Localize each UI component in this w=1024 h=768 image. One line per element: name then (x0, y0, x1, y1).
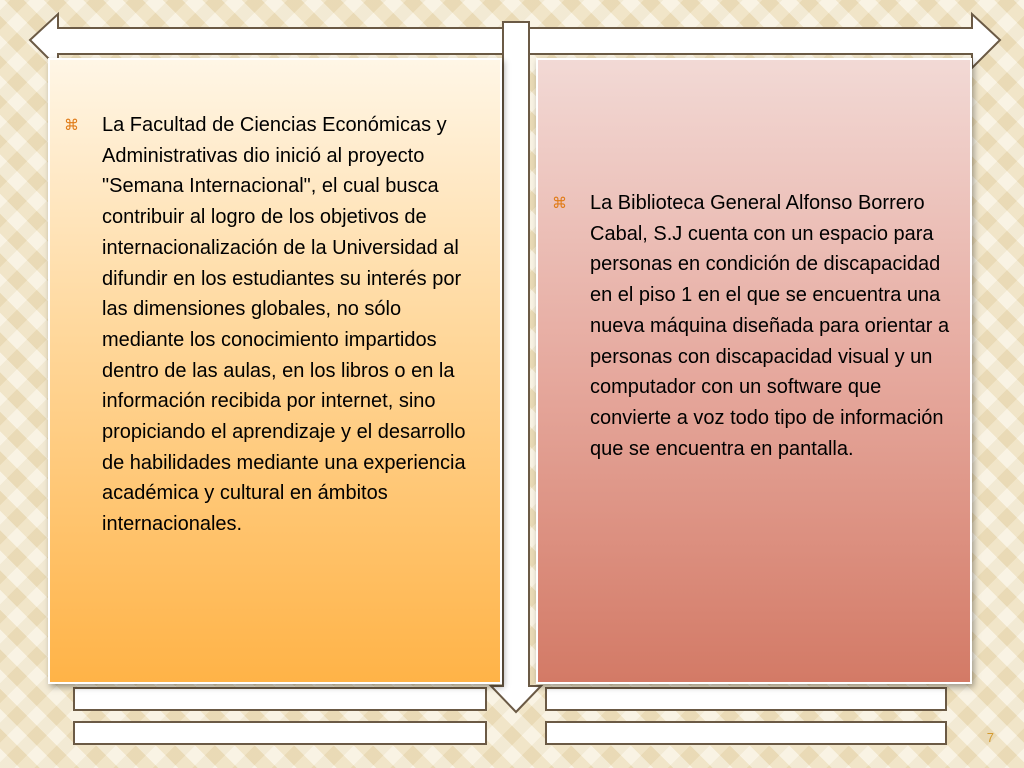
left-panel-text: La Facultad de Ciencias Económicas y Administrativas dio inició al proyecto "Semana Internacional", el cual busca contribuir al logro de los objetivos de internacionalización de la Universidad al difundir en los estudiantes su interés por las dimensiones globales, no sólo mediante los conocimiento impartidos dentro de las aulas, en los libros o en la información recibida por internet, sino propiciando el aprendizaje y el desarrollo de habilidades mediante una experiencia académica y cultural en ámbitos internacionales. (102, 114, 466, 536)
bottom-box-left-1 (74, 688, 486, 710)
bullet-icon: ⌘ (64, 117, 79, 134)
page-number: 7 (986, 730, 994, 745)
bottom-box-right-1 (546, 688, 946, 710)
right-panel (536, 58, 972, 684)
right-panel-text: La Biblioteca General Alfonso Borrero Cabal, S.J cuenta con un espacio para personas en condición de discapacidad en el piso 1 en el que se encuentra una nueva máquina diseñada para orientar a personas con discapacidad visual y un computador con un software que convierte a voz todo tipo de información que se encuentra en pantalla. (590, 192, 950, 460)
bullet-icon: ⌘ (552, 195, 567, 212)
left-bullet-item (64, 110, 484, 540)
left-panel (48, 58, 502, 684)
bottom-box-right-2 (546, 722, 946, 744)
bottom-box-left-2 (74, 722, 486, 744)
right-bullet-item (552, 188, 962, 464)
